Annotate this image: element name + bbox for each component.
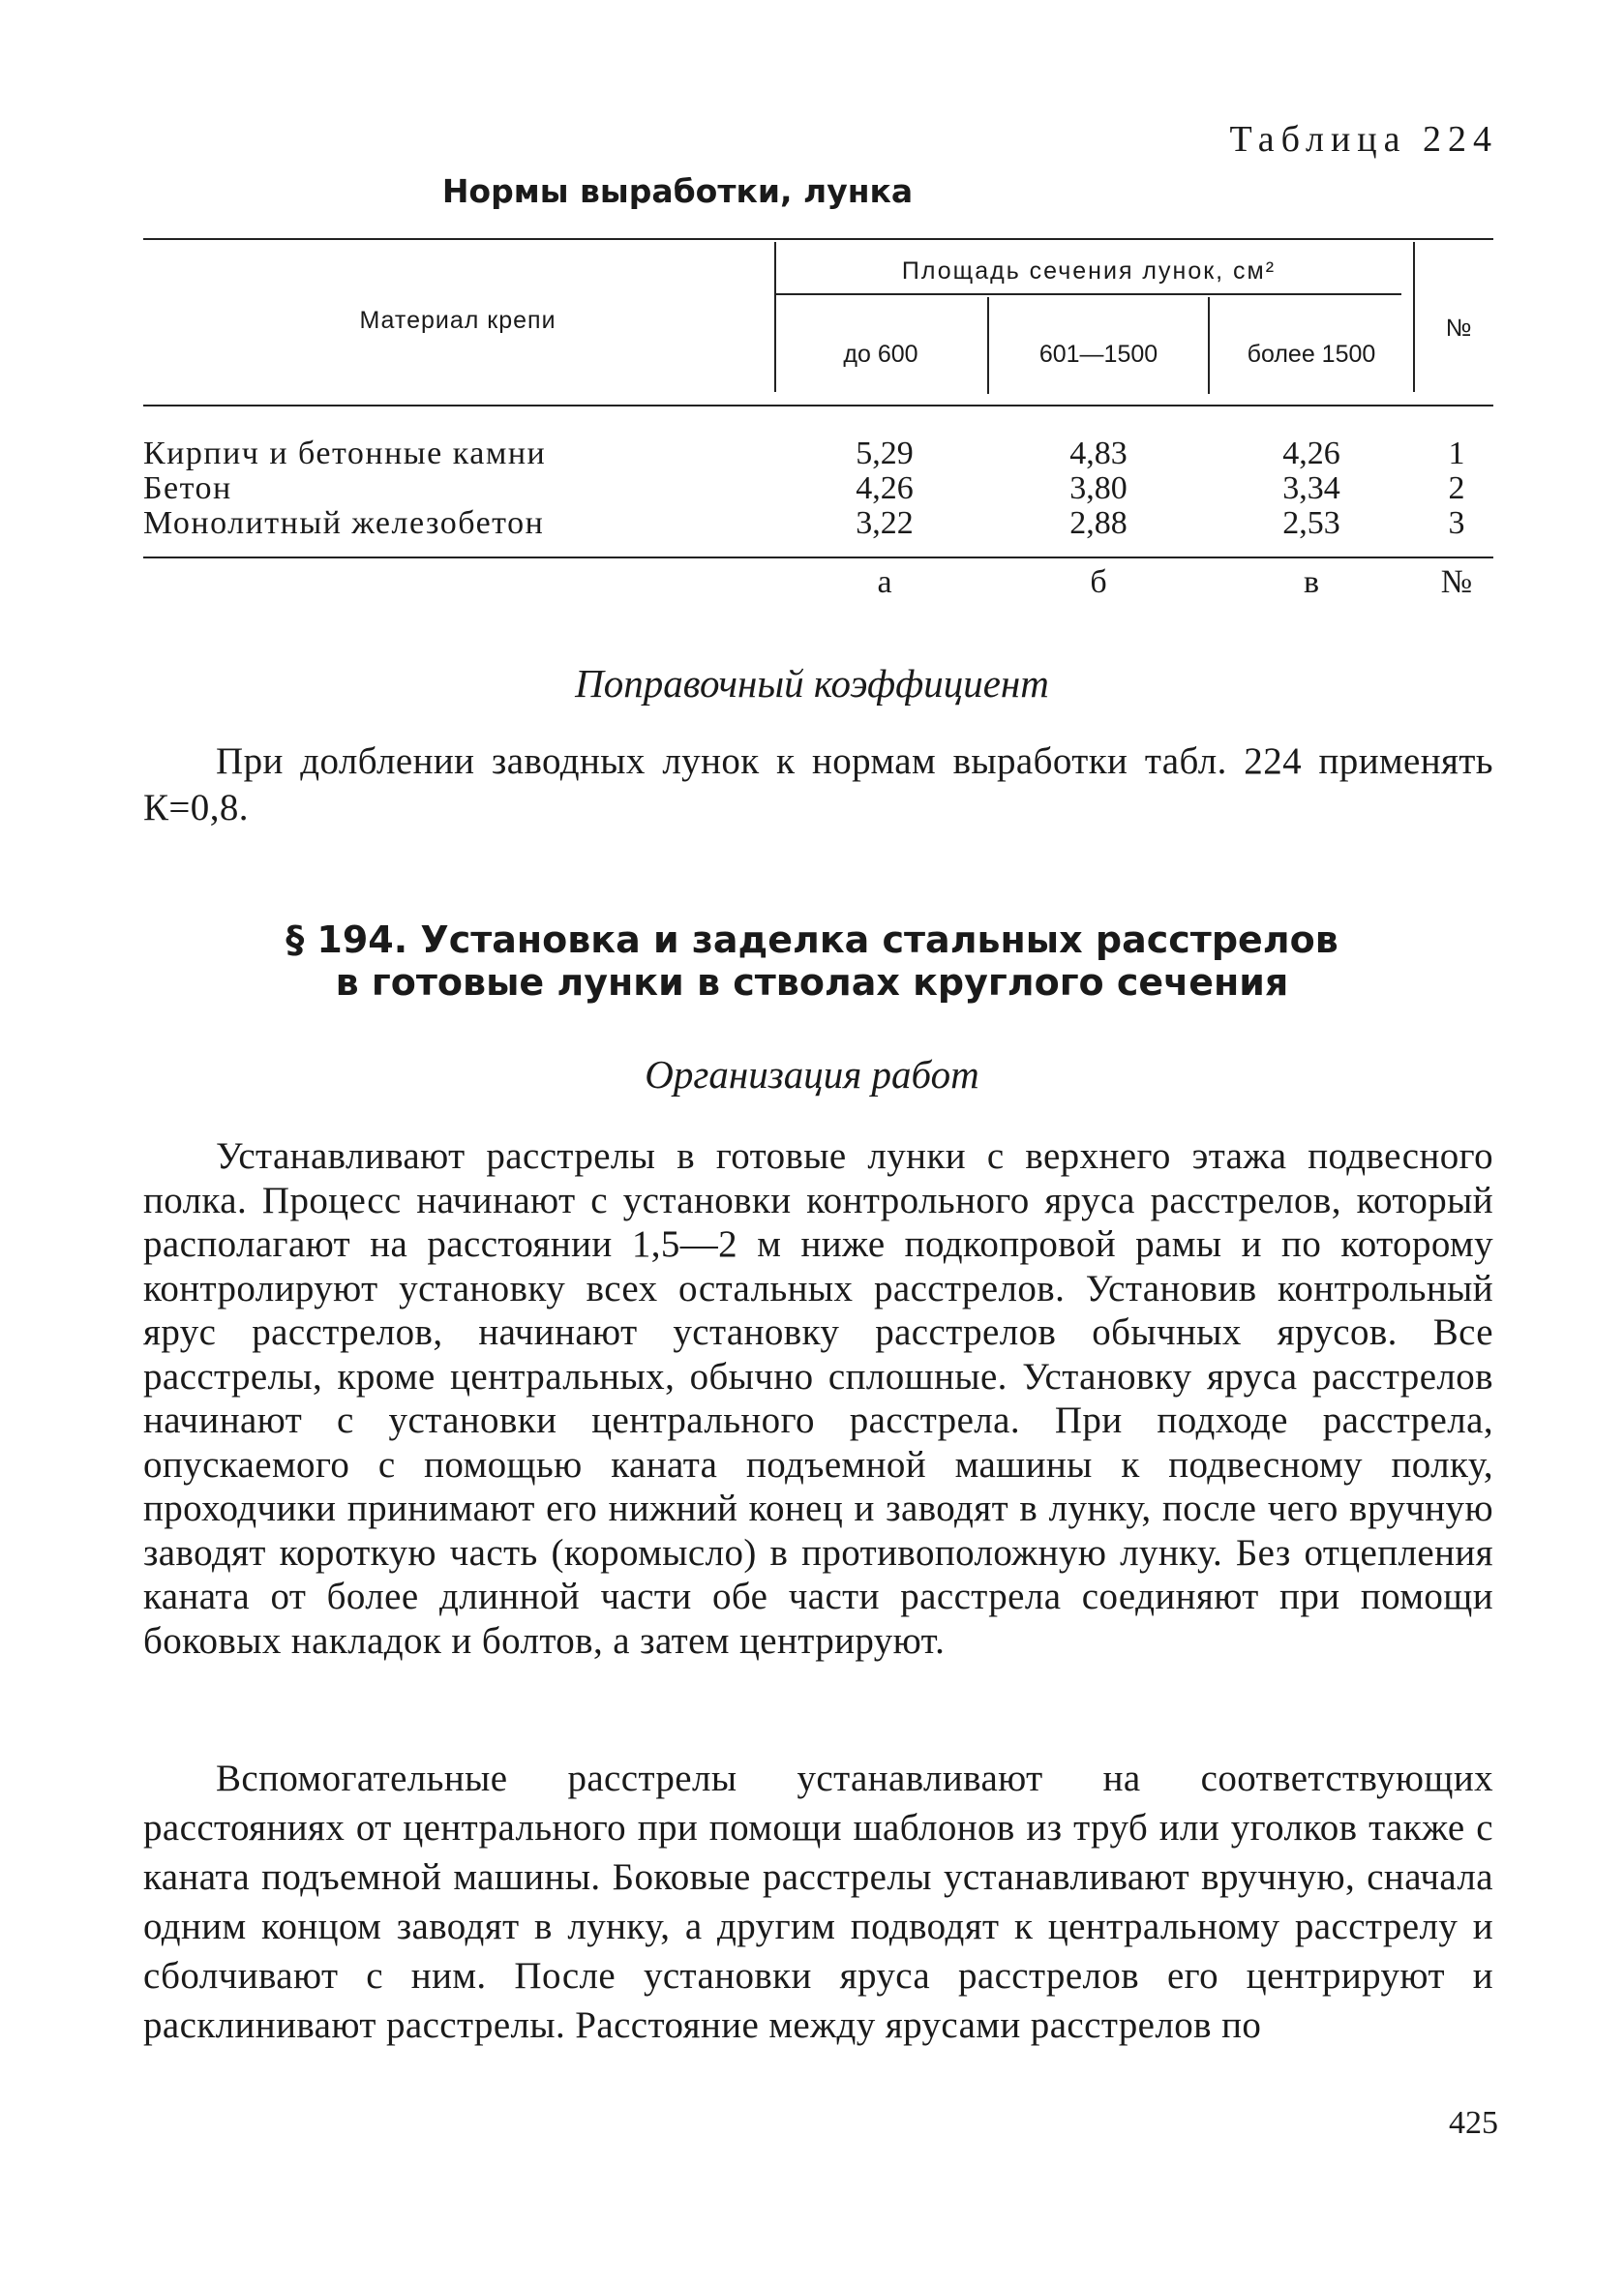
column-code-number: №: [1440, 564, 1473, 600]
header-col-over-1500: более 1500: [1247, 341, 1376, 368]
table-cell: 3,34: [1282, 470, 1340, 506]
table-row-material: Бетон: [143, 470, 232, 506]
page-number: 425: [1449, 2105, 1498, 2141]
table-row-number: 3: [1448, 505, 1465, 541]
table-top-rule: [143, 238, 1493, 240]
header-col-upto-600: до 600: [843, 341, 918, 368]
table-cell: 4,26: [1282, 436, 1340, 471]
header-material: Материал крепи: [359, 307, 556, 334]
table-header-bottom-rule: [143, 405, 1493, 406]
column-code-v: в: [1303, 564, 1320, 600]
table-cell: 3,22: [856, 505, 914, 541]
section-title-line2: в готовые лунки в стволах круглого сечения: [335, 961, 1289, 1004]
table-body-bottom-rule: [143, 557, 1493, 558]
table-row-number: 2: [1448, 470, 1465, 506]
table-title: Нормы выработки, лунка: [441, 172, 914, 210]
table-cell: 5,29: [856, 436, 914, 471]
table-cell: 4,83: [1069, 436, 1128, 471]
table-row-number: 1: [1448, 436, 1465, 471]
correction-heading: Поправочный коэффициент: [575, 661, 1049, 706]
correction-text: При долблении заводных лунок к нормам выработки табл. 224 применять К=0,8.: [143, 740, 1493, 828]
table-number: Таблица 224: [1229, 119, 1498, 160]
paragraph: Устанавливают расстрелы в готовые лунки с верхнего этажа подвесного полка. Процесс начинают с установки контрольного яруса расстрелов, который располагают на расстоянии 1,5—2 м ниже подкопровой рамы и по которому контролируют установку всех остальных расстрелов. Установив контрольный ярус расстрелов, начинают установку расстрелов обычных ярусов. Все расстрелы, кроме центральных, обычно сплошные. Установку яруса расстрелов начинают с установки центрального расстрела. При подходе расстрела, опускаемого с помощью каната подъемной машины к подвесному полку, проходчики принимают его нижний конец и заводят в лунку, после чего вручную заводят короткую часть (коромысло) в противоположную лунку. Без отцепления каната от более длинной части обе части расстрела соединяют при помощи боковых накладок и болтов, а затем центрируют.: [143, 1135, 1493, 1662]
table-cell: 3,80: [1069, 470, 1128, 506]
table-row-material: Кирпич и бетонные камни: [143, 436, 547, 471]
column-code-a: а: [877, 564, 892, 600]
column-code-b: б: [1090, 564, 1107, 600]
table-cell: 2,88: [1069, 505, 1128, 541]
table-row-material: Монолитный железобетон: [143, 505, 545, 541]
section-subheading: Организация работ: [645, 1052, 979, 1097]
header-area-group: Площадь сечения лунок, см²: [901, 257, 1277, 285]
table-cell: 2,53: [1282, 505, 1340, 541]
header-number: №: [1445, 315, 1472, 342]
table-cell: 4,26: [856, 470, 914, 506]
table-group-rule: [774, 293, 1401, 295]
section-title-line1: § 194. Установка и заделка стальных расстрелов: [286, 918, 1338, 961]
paragraph: Вспомогательные расстрелы устанавливают на соответствующих расстояниях от центрального при помощи шаблонов из труб или уголков также с каната подъемной машины. Боковые расстрелы устанавливают вручную, сначала одним концом заводят в лунку, а другим подводят к центральному расстрелу и сболчивают с ним. После установки яруса расстрелов его центрируют и расклинивают расстрелы. Расстояние между ярусами расстрелов по: [143, 1758, 1493, 2046]
header-col-601-1500: 601—1500: [1038, 341, 1158, 368]
